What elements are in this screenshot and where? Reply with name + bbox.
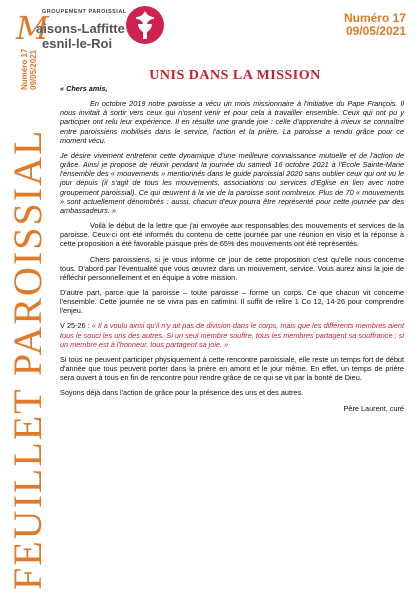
paragraph-2: Je désire vivement entretenir cette dynamique d'une meilleure connaissance mutuelle et de l'action de grâce. Ainsi je propose de réunir pendant la journée du samedi 16 octobre 2021 à l'Ecole Sainte-Marie l'ensemble des « mouvements » mentionnés dans le guide paroissial 2020 sans oublier ceux qui ont vu le jour depuis (il s'agit de tous les mouvements, associations ou services d'Eglise en lien avec notre groupement paroissial). Ce qui œuvrent à la vie de la paroisse sont nombreux. Plus de 70 « mouvements » sont actuellement dénombrés : aussi, chacun d'eux pourra être représenté pour cette journée par des ambassadeurs. » (60, 150, 404, 215)
cross-icon (126, 6, 164, 44)
article-title: UNIS DANS LA MISSION (149, 68, 321, 83)
sidebar-date: 09/05/2021 (29, 49, 38, 90)
greeting: « Chers amis, (60, 84, 108, 93)
article-body (60, 84, 404, 419)
paragraph-7: Si tous ne peuvent participer physiquement à cette rencontre paroissiale, elle reste un temps fort de début d'année que tous peuvent porter dans la prière en amont et le jour même. En effet, un temps de prière sera ouvert à tous en fin de rencontre pour rendre grâce de ce qui se vit par la bonté de Dieu. (60, 354, 404, 383)
parish-name-line1: aisons-Laffitte (36, 21, 125, 36)
paragraph-6 (60, 321, 404, 348)
sidebar-title: FEUILLET PAROISSIAL (5, 128, 50, 590)
logo-letter: M (16, 9, 49, 47)
paragraph-3: Voilà le début de la lettre que j'ai envoyée aux responsables des mouvements et services de la paroisse. Ceux-ci ont été informés du contenu de cette journée par une réunion en visio et la réponse à cette proposition a été favorable puisque près de 65% des mouvements ont été représentés. (60, 221, 404, 249)
issue-info (344, 12, 406, 38)
paragraph-4: Chers paroissiens, si je vous informe ce jour de cette proposition c'est qu'elle nous concerne tous. D'abord par l'éventualité que vous œuvrez dans un mouvement, service. Vous aurez ainsi la joie de réfléchir personnellement et en équipe à votre mission. (60, 254, 404, 282)
bible-ref: V 25-26 : (60, 321, 90, 331)
issue-date: 09/05/2021 (345, 24, 406, 38)
sidebar-number: Numéro 17 (20, 48, 29, 90)
sidebar-issue (20, 49, 38, 90)
paragraph-5: D'autre part, parce que la paroisse – toute paroisse – forme un corps. Ce que chacun vit concerne l'ensemble. Cette journée ne se vivra pas en catimini. Il suffit de relire 1 Co 12, 14-26 pour comprendre l'enjeu. (60, 287, 404, 316)
bible-quote: « Il a voulu ainsi qu'il n'y ait pas de division dans le corps, mais que les différents membres aient tous le souci les uns des autres. Si un seul membre souffre, tous les membres partagent sa souffrance ; si un membre est à l'honneur, tous partagent sa joie. » (60, 321, 404, 349)
paragraph-8: Soyons déjà dans l'action de grâce pour la présence des uns et des autres. (60, 388, 304, 398)
paragraph-1: En octobre 2019 notre paroisse a vécu un mois missionnaire à l'initiative du Pape François. Il nous invitait à sortir vers ceux qui n'osent venir et pour cela à travailler ensemble. Ceux qui ont pu y participer ont relu leur expérience. Il en résulte une grande joie : celle d'apprendre à mieux se connaître entre paroissiens mobilisés dans le service, l'action et la prière. La paroisse a rendu grâce pour ce moment vécu. (60, 99, 404, 145)
parish-name-line2: esnil-le-Roi (42, 36, 113, 51)
issue-number: Numéro 17 (343, 11, 406, 25)
group-label: GROUPEMENT PAROISSIAL (42, 9, 127, 15)
signature: Père Laurent, curé (343, 403, 404, 413)
